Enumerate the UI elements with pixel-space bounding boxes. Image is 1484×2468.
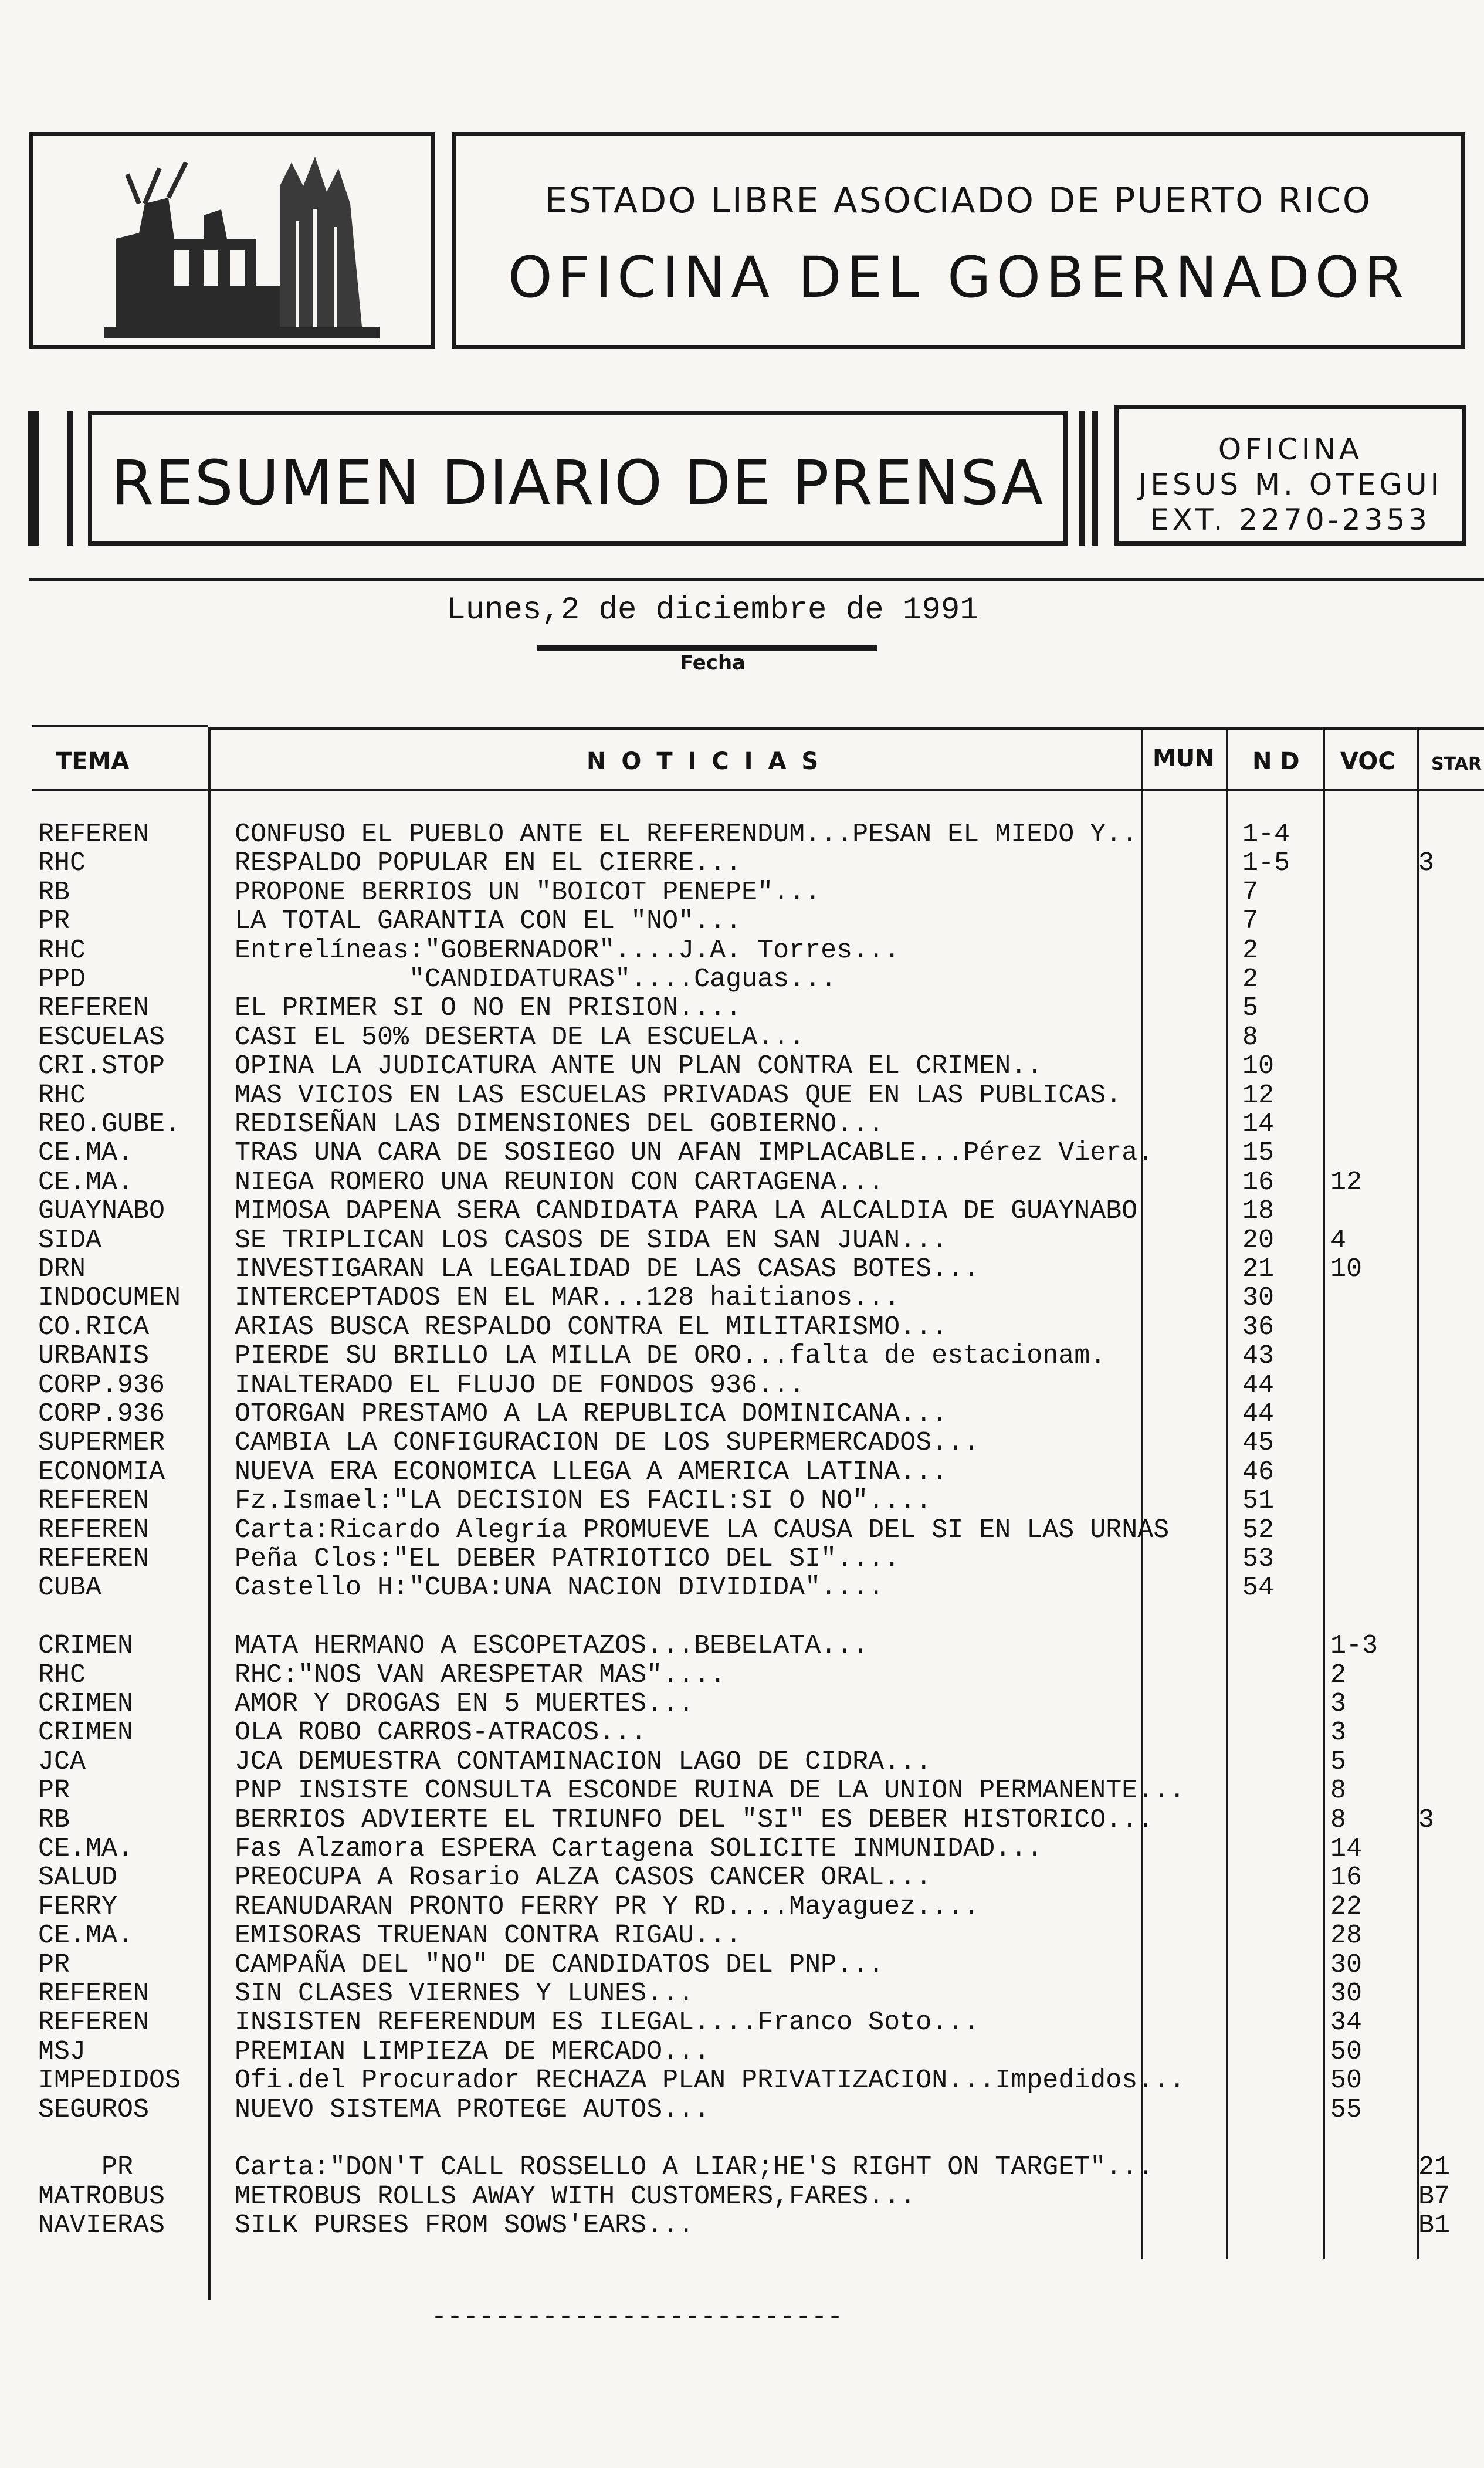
table-row [0, 1342, 1484, 1371]
row-headline: NUEVO SISTEMA PROTEGE AUTOS... [235, 2095, 710, 2125]
row-headline: OPINA LA JUDICATURA ANTE UN PLAN CONTRA EL CRIMEN.. [235, 1051, 1043, 1081]
table-row [0, 1168, 1484, 1197]
title-frame [88, 411, 1068, 546]
row-nd-page: 18 [1242, 1196, 1275, 1226]
row-headline: METROBUS ROLLS AWAY WITH CUSTOMERS,FARES... [235, 2182, 916, 2212]
table-row [0, 1081, 1484, 1111]
left-decor-bar [28, 411, 39, 546]
table-row [0, 1284, 1484, 1313]
table-row [0, 849, 1484, 878]
row-tema: REFEREN [38, 1544, 150, 1574]
row-headline: CONFUSO EL PUEBLO ANTE EL REFERENDUM...PESAN EL MIEDO Y.. [235, 820, 1138, 849]
row-headline: ARIAS BUSCA RESPALDO CONTRA EL MILITARISMO... [235, 1312, 948, 1342]
row-nd-page: 12 [1242, 1081, 1275, 1111]
fortaleza-building-logo [104, 151, 380, 338]
row-headline: SIN CLASES VIERNES Y LUNES... [235, 1979, 694, 2009]
row-headline: AMOR Y DROGAS EN 5 MUERTES... [235, 1689, 694, 1719]
row-tema: CO.RICA [38, 1312, 150, 1342]
table-row [0, 2008, 1484, 2037]
state-name: ESTADO LIBRE ASOCIADO DE PUERTO RICO [545, 180, 1372, 221]
row-nd-page: 43 [1242, 1341, 1275, 1371]
table-row [0, 2153, 1484, 2182]
table-row [0, 1661, 1484, 1690]
row-tema: REFEREN [38, 2007, 150, 2037]
row-tema: INDOCUMEN [38, 1283, 181, 1313]
table-row [0, 1748, 1484, 1777]
row-voc-page: 12 [1330, 1167, 1363, 1197]
row-voc-page: 3 [1330, 1689, 1347, 1719]
row-headline: JCA DEMUESTRA CONTAMINACION LAGO DE CIDRA... [235, 1747, 932, 1777]
row-headline: "CANDIDATURAS"....Caguas... [235, 964, 837, 994]
letterhead-title-frame [452, 132, 1465, 349]
row-tema: PR [38, 906, 70, 936]
column-header-star: STAR [1431, 754, 1482, 774]
office-name: OFICINA DEL GOBERNADOR [508, 245, 1409, 310]
row-tema: RHC [38, 1660, 86, 1690]
table-row [0, 1979, 1484, 2009]
column-header-nd: N D [1252, 748, 1300, 775]
row-headline: NIEGA ROMERO UNA REUNION CON CARTAGENA... [235, 1167, 885, 1197]
row-headline: MAS VICIOS EN LAS ESCUELAS PRIVADAS QUE EN LAS PUBLICAS. [235, 1081, 1122, 1111]
row-tema: PR [38, 1776, 70, 1806]
page-title: RESUMEN DIARIO DE PRENSA [111, 447, 1045, 519]
row-headline: Entrelíneas:"GOBERNADOR"....J.A. Torres... [235, 936, 900, 966]
row-headline: LA TOTAL GARANTIA CON EL "NO"... [235, 906, 742, 936]
row-nd-page: 2 [1242, 936, 1259, 966]
table-row [0, 1863, 1484, 1893]
oficina-label: OFICINA [1218, 432, 1363, 466]
row-headline: Castello H:"CUBA:UNA NACION DIVIDIDA".... [235, 1573, 885, 1603]
row-voc-page: 4 [1330, 1225, 1347, 1255]
row-tema: PR [38, 2152, 134, 2182]
row-headline: INVESTIGARAN LA LEGALIDAD DE LAS CASAS BOTES... [235, 1254, 980, 1284]
row-tema: SALUD [38, 1863, 118, 1893]
table-row [0, 2182, 1484, 2212]
table-row [0, 1197, 1484, 1226]
table-row [0, 1921, 1484, 1951]
table-row [0, 878, 1484, 908]
row-nd-page: 30 [1242, 1283, 1275, 1313]
row-voc-page: 1-3 [1330, 1631, 1378, 1661]
row-tema: RHC [38, 1081, 86, 1111]
row-headline: RHC:"NOS VAN ARESPETAR MAS".... [235, 1660, 726, 1690]
contact-extension: EXT. 2270-2353 [1150, 503, 1431, 537]
table-row [0, 1573, 1484, 1603]
row-nd-page: 44 [1242, 1370, 1275, 1400]
row-headline: INSISTEN REFERENDUM ES ILEGAL....Franco Soto... [235, 2007, 980, 2037]
row-tema: CUBA [38, 1573, 102, 1603]
column-header-noticias: N O T I C I A S [587, 748, 822, 775]
row-voc-page: 22 [1330, 1892, 1363, 1922]
row-tema: REFEREN [38, 1515, 150, 1545]
column-header-voc: VOC [1340, 748, 1395, 775]
row-nd-page: 45 [1242, 1428, 1275, 1458]
grid-rule [32, 725, 208, 727]
row-tema: RB [38, 1805, 70, 1835]
header-rule [29, 578, 1484, 581]
row-nd-page: 5 [1242, 993, 1259, 1023]
row-headline: EL PRIMER SI O NO EN PRISION.... [235, 993, 742, 1023]
row-voc-page: 50 [1330, 2037, 1363, 2067]
row-nd-page: 16 [1242, 1167, 1275, 1197]
table-row [0, 1893, 1484, 1922]
table-row [0, 1023, 1484, 1052]
row-headline: Ofi.del Procurador RECHAZA PLAN PRIVATIZACION...Impedidos... [235, 2066, 1185, 2095]
row-tema: REFEREN [38, 820, 150, 849]
table-row [0, 1487, 1484, 1516]
row-voc-page: 16 [1330, 1863, 1363, 1893]
row-tema: DRN [38, 1254, 86, 1284]
row-headline: SILK PURSES FROM SOWS'EARS... [235, 2210, 694, 2240]
row-voc-page: 50 [1330, 2066, 1363, 2095]
table-row [0, 1139, 1484, 1168]
row-tema: URBANIS [38, 1341, 150, 1371]
row-headline: CAMPAÑA DEL "NO" DE CANDIDATOS DEL PNP... [235, 1950, 885, 1980]
end-rule: -------------------------- [431, 2303, 843, 2332]
table-row [0, 1400, 1484, 1429]
row-voc-page: 8 [1330, 1776, 1347, 1806]
row-headline: MATA HERMANO A ESCOPETAZOS...BEBELATA... [235, 1631, 869, 1661]
row-nd-page: 1-5 [1242, 848, 1290, 878]
table-row [0, 1371, 1484, 1400]
row-nd-page: 1-4 [1242, 820, 1290, 849]
row-tema: SIDA [38, 1225, 102, 1255]
row-tema: ESCUELAS [38, 1023, 165, 1052]
row-headline: CAMBIA LA CONFIGURACION DE LOS SUPERMERCADOS... [235, 1428, 980, 1458]
table-row [0, 1631, 1484, 1661]
row-tema: JCA [38, 1747, 86, 1777]
row-voc-page: 28 [1330, 1921, 1363, 1951]
table-row [0, 1428, 1484, 1458]
table-row [0, 1313, 1484, 1342]
row-headline: PREMIAN LIMPIEZA DE MERCADO... [235, 2037, 710, 2067]
row-star-page: 3 [1418, 848, 1435, 878]
row-headline: Carta:"DON'T CALL ROSSELLO A LIAR;HE'S RIGHT ON TARGET"... [235, 2152, 1154, 2182]
table-row [0, 1516, 1484, 1545]
row-voc-page: 55 [1330, 2095, 1363, 2125]
row-nd-page: 7 [1242, 906, 1259, 936]
row-headline: REANUDARAN PRONTO FERRY PR Y RD....Mayaguez.... [235, 1892, 980, 1922]
row-nd-page: 7 [1242, 878, 1259, 908]
row-headline: INTERCEPTADOS EN EL MAR...128 haitianos... [235, 1283, 900, 1313]
table-row [0, 2124, 1484, 2154]
grid-rule [32, 789, 1484, 791]
table-row [0, 1458, 1484, 1487]
row-tema: CORP.936 [38, 1399, 165, 1429]
row-nd-page: 2 [1242, 964, 1259, 994]
office-contact-frame [1114, 405, 1466, 546]
row-headline: NUEVA ERA ECONOMICA LLEGA A AMERICA LATINA... [235, 1457, 948, 1487]
row-tema: GUAYNABO [38, 1196, 165, 1226]
row-tema: ECONOMIA [38, 1457, 165, 1487]
right-decor-bar [1092, 411, 1098, 546]
row-headline: MIMOSA DAPENA SERA CANDIDATA PARA LA ALCALDIA DE GUAYNABO [235, 1196, 1138, 1226]
row-headline: PIERDE SU BRILLO LA MILLA DE ORO...falta de estacionam. [235, 1341, 1106, 1371]
table-row [0, 907, 1484, 936]
row-tema: MSJ [38, 2037, 86, 2067]
row-nd-page: 36 [1242, 1312, 1275, 1342]
row-tema: CE.MA. [38, 1921, 134, 1951]
row-tema: REFEREN [38, 1979, 150, 2009]
row-star-page: B1 [1418, 2210, 1451, 2240]
row-headline: Fz.Ismael:"LA DECISION ES FACIL:SI O NO".... [235, 1486, 932, 1516]
row-voc-page: 30 [1330, 1979, 1363, 2009]
row-tema: PPD [38, 964, 86, 994]
row-tema: PR [38, 1950, 70, 1980]
row-nd-page: 53 [1242, 1544, 1275, 1574]
table-row [0, 1255, 1484, 1284]
row-nd-page: 21 [1242, 1254, 1275, 1284]
row-nd-page: 8 [1242, 1023, 1259, 1052]
column-header-mun: MUN [1153, 745, 1215, 772]
row-nd-page: 10 [1242, 1051, 1275, 1081]
row-headline: REDISEÑAN LAS DIMENSIONES DEL GOBIERNO... [235, 1109, 885, 1139]
row-voc-page: 2 [1330, 1660, 1347, 1690]
row-nd-page: 46 [1242, 1457, 1275, 1487]
row-headline: PREOCUPA A Rosario ALZA CASOS CANCER ORAL... [235, 1863, 932, 1893]
row-headline: BERRIOS ADVIERTE EL TRIUNFO DEL "SI" ES DEBER HISTORICO... [235, 1805, 1154, 1835]
row-tema: SEGUROS [38, 2095, 150, 2125]
row-tema: CRIMEN [38, 1631, 134, 1661]
table-row [0, 2037, 1484, 2067]
report-date: Lunes,2 de diciembre de 1991 [446, 593, 979, 628]
table-row [0, 2066, 1484, 2095]
table-row [0, 1052, 1484, 1081]
row-tema: MATROBUS [38, 2182, 165, 2212]
row-tema: RHC [38, 936, 86, 966]
row-tema: CE.MA. [38, 1834, 134, 1864]
row-nd-page: 44 [1242, 1399, 1275, 1429]
row-voc-page: 5 [1330, 1747, 1347, 1777]
table-row [0, 965, 1484, 994]
right-decor-bar [1079, 411, 1085, 546]
row-tema: FERRY [38, 1892, 118, 1922]
row-star-page: 21 [1418, 2152, 1451, 2182]
row-voc-page: 30 [1330, 1950, 1363, 1980]
table-row [0, 2211, 1484, 2240]
row-nd-page: 20 [1242, 1225, 1275, 1255]
table-row [0, 1226, 1484, 1255]
row-headline: EMISORAS TRUENAN CONTRA RIGAU... [235, 1921, 742, 1951]
row-tema: RHC [38, 848, 86, 878]
row-tema: REFEREN [38, 993, 150, 1023]
table-row [0, 994, 1484, 1023]
row-headline: Carta:Ricardo Alegría PROMUEVE LA CAUSA DEL SI EN LAS URNAS [235, 1515, 1170, 1545]
table-row [0, 2095, 1484, 2125]
row-headline: RESPALDO POPULAR EN EL CIERRE... [235, 848, 742, 878]
row-headline: OTORGAN PRESTAMO A LA REPUBLICA DOMINICANA... [235, 1399, 948, 1429]
row-headline: INALTERADO EL FLUJO DE FONDOS 936... [235, 1370, 805, 1400]
table-row [0, 1110, 1484, 1139]
row-tema: REFEREN [38, 1486, 150, 1516]
row-tema: IMPEDIDOS [38, 2066, 181, 2095]
row-tema: CRI.STOP [38, 1051, 165, 1081]
table-row [0, 936, 1484, 966]
row-tema: REO.GUBE. [38, 1109, 181, 1139]
row-nd-page: 51 [1242, 1486, 1275, 1516]
logo-frame [29, 132, 435, 349]
left-decor-bar [67, 411, 73, 546]
row-tema: CE.MA. [38, 1138, 134, 1168]
row-headline: CASI EL 50% DESERTA DE LA ESCUELA... [235, 1023, 805, 1052]
table-row [0, 1951, 1484, 1980]
row-headline: OLA ROBO CARROS-ATRACOS... [235, 1718, 647, 1748]
table-row [0, 1806, 1484, 1835]
row-tema: SUPERMER [38, 1428, 165, 1458]
row-tema: CRIMEN [38, 1718, 134, 1748]
column-header-tema: TEMA [56, 748, 130, 775]
row-star-page: 3 [1418, 1805, 1435, 1835]
row-voc-page: 3 [1330, 1718, 1347, 1748]
row-nd-page: 14 [1242, 1109, 1275, 1139]
table-row [0, 820, 1484, 849]
row-tema: CORP.936 [38, 1370, 165, 1400]
row-headline: PROPONE BERRIOS UN "BOICOT PENEPE"... [235, 878, 821, 908]
row-voc-page: 14 [1330, 1834, 1363, 1864]
table-row [0, 1718, 1484, 1748]
contact-name: JESUS M. OTEGUI [1138, 468, 1443, 502]
row-voc-page: 8 [1330, 1805, 1347, 1835]
table-row [0, 1603, 1484, 1632]
table-row [0, 1834, 1484, 1864]
grid-rule [208, 727, 1484, 730]
row-headline: Peña Clos:"EL DEBER PATRIOTICO DEL SI".... [235, 1544, 900, 1574]
row-voc-page: 34 [1330, 2007, 1363, 2037]
date-label: Fecha [679, 651, 746, 675]
row-voc-page: 10 [1330, 1254, 1363, 1284]
row-star-page: B7 [1418, 2182, 1451, 2212]
row-headline: Fas Alzamora ESPERA Cartagena SOLICITE INMUNIDAD... [235, 1834, 1043, 1864]
table-row [0, 1545, 1484, 1574]
row-nd-page: 52 [1242, 1515, 1275, 1545]
row-nd-page: 54 [1242, 1573, 1275, 1603]
row-tema: RB [38, 878, 70, 908]
row-nd-page: 15 [1242, 1138, 1275, 1168]
row-headline: PNP INSISTE CONSULTA ESCONDE RUINA DE LA UNION PERMANENTE... [235, 1776, 1185, 1806]
table-row [0, 1776, 1484, 1806]
row-tema: CE.MA. [38, 1167, 134, 1197]
row-tema: CRIMEN [38, 1689, 134, 1719]
date-underline [537, 645, 877, 651]
row-headline: SE TRIPLICAN LOS CASOS DE SIDA EN SAN JUAN... [235, 1225, 948, 1255]
row-headline: TRAS UNA CARA DE SOSIEGO UN AFAN IMPLACABLE...Pérez Viera. [235, 1138, 1154, 1168]
row-tema: NAVIERAS [38, 2210, 165, 2240]
table-row [0, 1690, 1484, 1719]
